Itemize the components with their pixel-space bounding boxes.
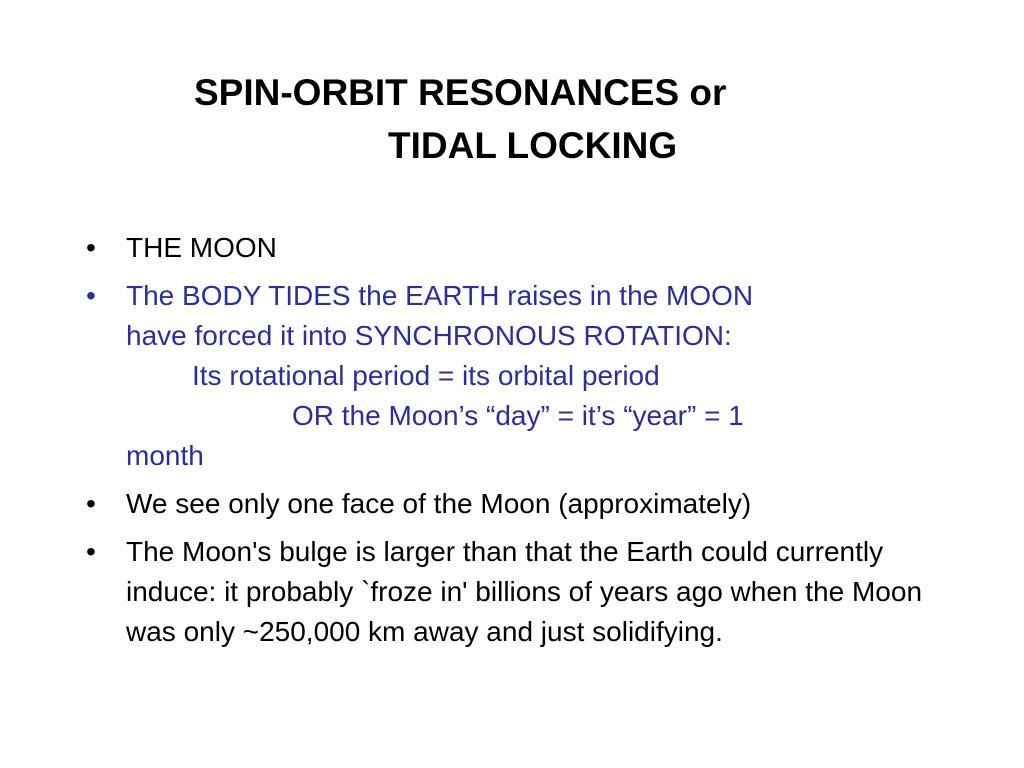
- bullet-item-one-face: [0, 484, 1024, 524]
- bullet-text-line-3: Its rotational period = its orbital period: [192, 360, 660, 391]
- bullet-text: We see only one face of the Moon (approximately): [126, 488, 752, 519]
- bullet-item-moon-bulge: [0, 532, 1024, 652]
- slide-title-line-2: TIDAL LOCKING: [388, 125, 678, 166]
- bullet-text: THE MOON: [126, 232, 277, 263]
- bullet-text-line-1: The BODY TIDES the EARTH raises in the MOON: [126, 280, 754, 311]
- bullet-text: The Moon's bulge is larger than that the Earth could currently induce: it probably `froze in' billions of years ago when the Moon was only ~250,000 km away and just solidifying.: [126, 536, 923, 647]
- bullet-item-the-moon: [0, 228, 1024, 268]
- bullet-text-line-4: OR the Moon’s “day” = it’s “year” = 1: [292, 400, 744, 431]
- slide-title: [0, 66, 1024, 172]
- bullet-item-body-tides: [0, 276, 1024, 476]
- bullet-icon: •: [86, 232, 96, 263]
- bullet-icon: •: [86, 280, 96, 311]
- bullet-list: [0, 228, 1024, 660]
- bullet-text-line-5: month: [126, 440, 204, 471]
- slide-title-line-1: SPIN-ORBIT RESONANCES or: [194, 72, 727, 113]
- bullet-text-line-2: have forced it into SYNCHRONOUS ROTATION:: [126, 320, 732, 351]
- bullet-icon: •: [86, 536, 96, 567]
- bullet-icon: •: [86, 488, 96, 519]
